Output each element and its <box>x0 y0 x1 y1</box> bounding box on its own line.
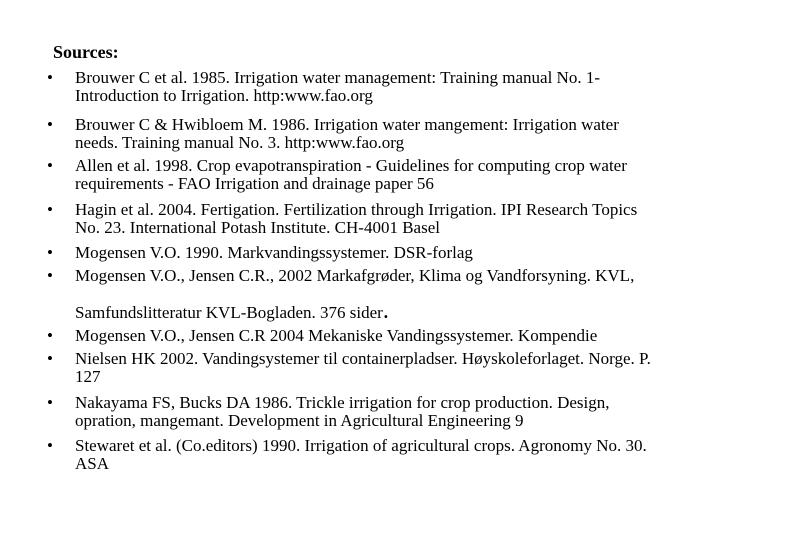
bullet-icon: • <box>47 156 53 175</box>
source-line: Brouwer C et al. 1985. Irrigation water management: Training manual No. 1- <box>75 68 600 87</box>
source-line: Mogensen V.O., Jensen C.R 2004 Mekaniske Vandingssystemer. Kompendie <box>75 326 598 345</box>
source-line: Introduction to Irrigation. http:www.fao.org <box>75 86 373 105</box>
source-line-text: Samfundslitteratur KVL-Bogladen. 376 sider <box>75 303 383 322</box>
source-line: Mogensen V.O. 1990. Markvandingssystemer. DSR-forlag <box>75 243 473 262</box>
source-item <box>75 394 775 430</box>
source-line: Mogensen V.O., Jensen C.R., 2002 Markafgrøder, Klima og Vandforsyning. KVL, <box>75 266 635 285</box>
bullet-icon: • <box>47 243 53 262</box>
source-item <box>75 69 775 105</box>
source-line: Brouwer C & Hwibloem M. 1986. Irrigation water mangement: Irrigation water <box>75 115 619 134</box>
source-item <box>75 157 775 193</box>
source-line: requirements - FAO Irrigation and drainage paper 56 <box>75 174 434 193</box>
source-item <box>75 244 775 262</box>
bullet-icon: • <box>47 68 53 87</box>
sources-heading: Sources: <box>53 42 119 62</box>
trailing-period: . <box>382 298 389 324</box>
source-line <box>75 298 775 324</box>
bullet-icon: • <box>47 200 53 219</box>
source-item <box>75 437 775 473</box>
source-line: Allen et al. 1998. Crop evapotranspiration - Guidelines for computing crop water <box>75 156 627 175</box>
bullet-icon: • <box>47 326 53 345</box>
source-line: No. 23. International Potash Institute. CH-4001 Basel <box>75 218 440 237</box>
source-item <box>75 116 775 152</box>
source-item <box>75 266 775 324</box>
source-line: Nakayama FS, Bucks DA 1986. Trickle irrigation for crop production. Design, <box>75 393 610 412</box>
bullet-icon: • <box>47 266 53 285</box>
source-line: Hagin et al. 2004. Fertigation. Fertilization through Irrigation. IPI Research Topics <box>75 200 638 219</box>
source-line: ASA <box>75 454 110 473</box>
source-line: opration, mangemant. Development in Agricultural Engineering 9 <box>75 411 524 430</box>
bullet-icon: • <box>47 115 53 134</box>
source-line: Nielsen HK 2002. Vandingsystemer til containerpladser. Høyskoleforlaget. Norge. P. <box>75 349 651 368</box>
source-item <box>75 201 775 237</box>
source-item <box>75 350 775 386</box>
source-item <box>75 327 775 345</box>
source-line: Stewaret et al. (Co.editors) 1990. Irrigation of agricultural crops. Agronomy No. 30. <box>75 436 647 455</box>
bullet-icon: • <box>47 393 53 412</box>
bullet-icon: • <box>47 436 53 455</box>
source-line: needs. Training manual No. 3. http:www.fao.org <box>75 133 405 152</box>
source-line: 127 <box>75 367 101 386</box>
bullet-icon: • <box>47 349 53 368</box>
